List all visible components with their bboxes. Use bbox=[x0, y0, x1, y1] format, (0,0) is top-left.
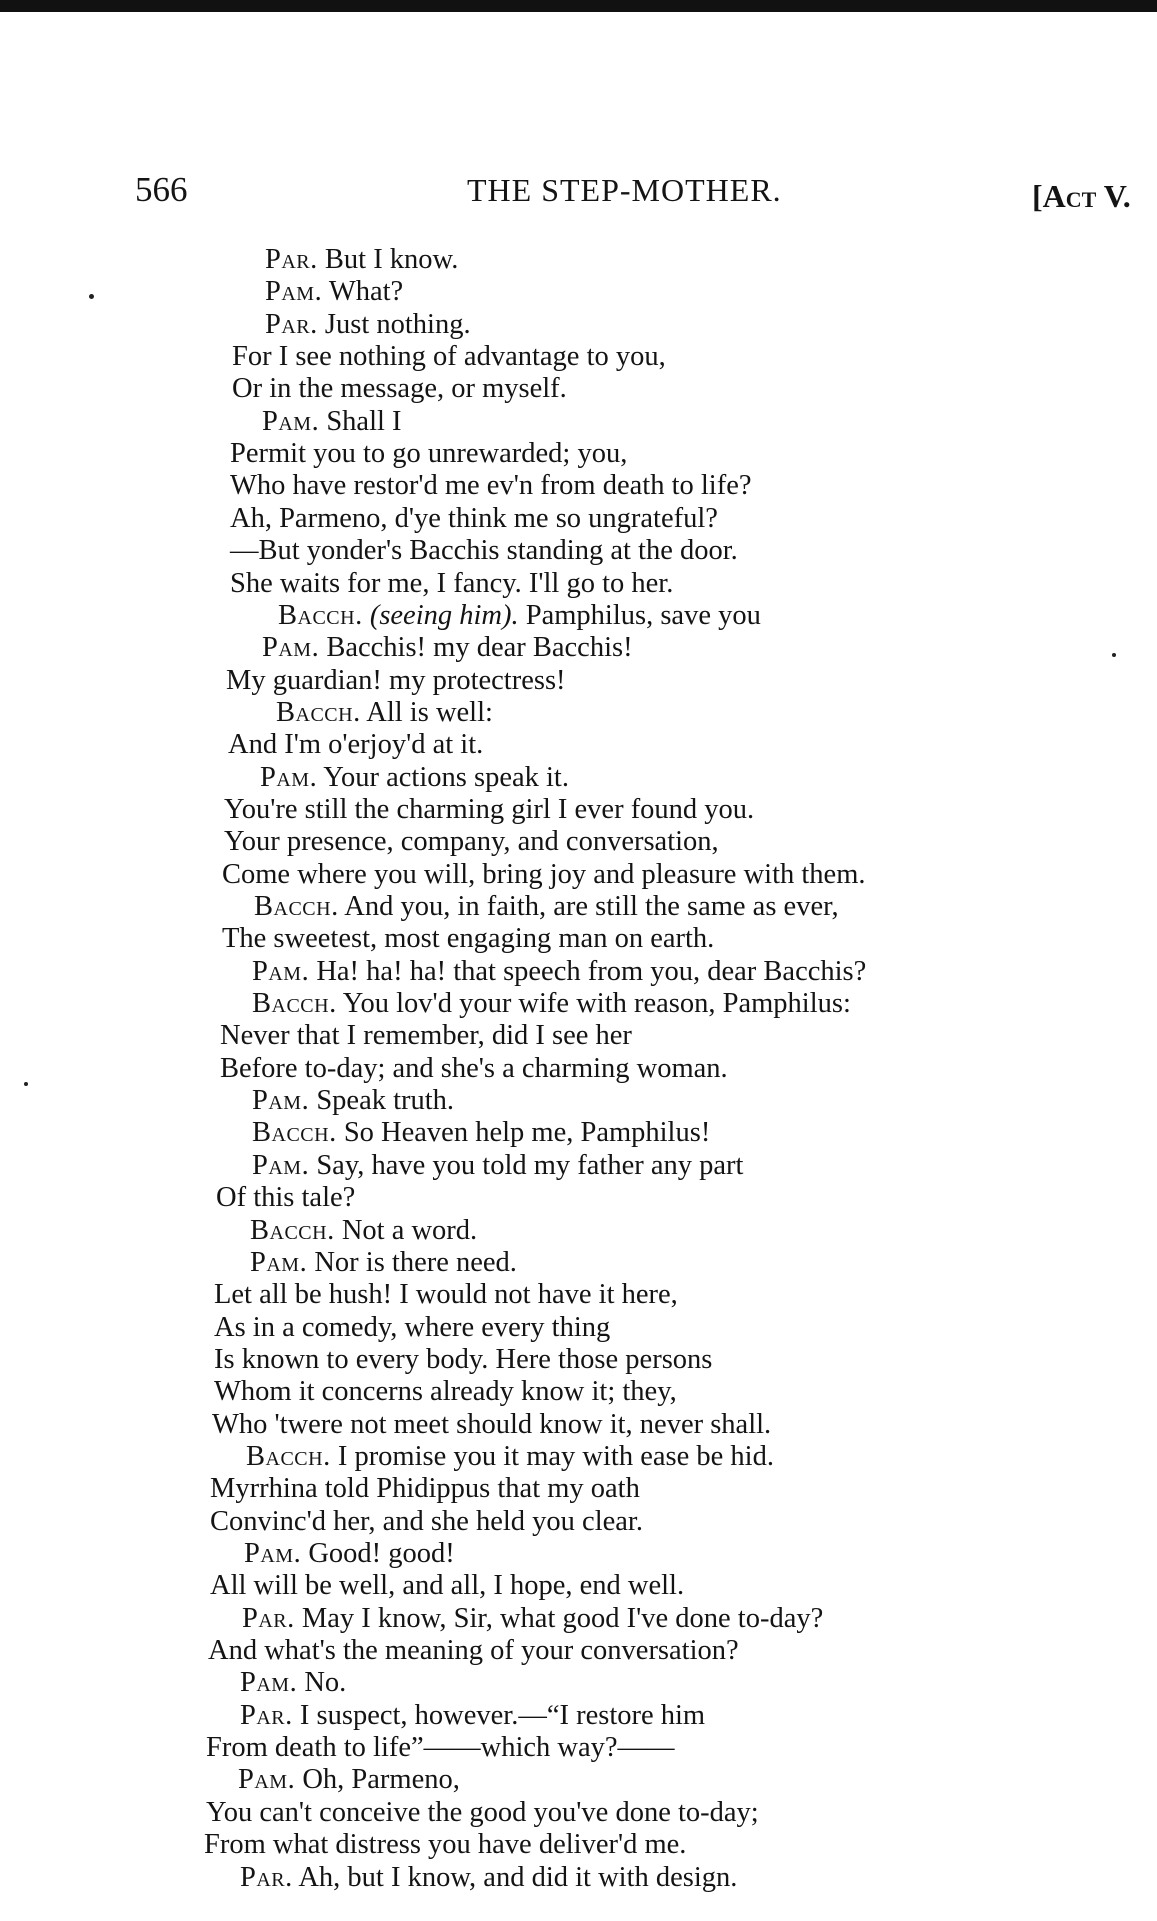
verse-line bbox=[206, 1797, 759, 1829]
act-word: Act bbox=[1042, 178, 1097, 214]
line-text: All is well: bbox=[366, 697, 493, 728]
speech-line bbox=[250, 1215, 477, 1247]
line-text: Say, have you told my father any part bbox=[316, 1150, 744, 1181]
line-text: Pamphilus, save you bbox=[525, 600, 761, 631]
speaker-name: Bacch. bbox=[252, 988, 337, 1019]
speech-line bbox=[262, 632, 633, 664]
verse-line bbox=[226, 665, 566, 697]
line-text: Ah, but I know, and did it with design. bbox=[298, 1862, 738, 1893]
running-title: THE STEP-MOTHER. bbox=[467, 172, 782, 208]
line-text: What? bbox=[328, 276, 404, 307]
verse-line bbox=[228, 729, 483, 761]
speaker-name: Pam. bbox=[252, 1150, 310, 1181]
line-text: Speak truth. bbox=[316, 1085, 455, 1116]
speaker-name: Par. bbox=[240, 1862, 293, 1893]
verse-line bbox=[220, 1020, 632, 1052]
speech-line bbox=[246, 1441, 774, 1473]
speaker-name: Bacch. bbox=[276, 697, 361, 728]
speech-line bbox=[265, 276, 403, 308]
line-text: I suspect, however.—“I restore him bbox=[299, 1700, 706, 1731]
verse-line bbox=[230, 470, 752, 502]
line-text: You're still the charming girl I ever found you. bbox=[224, 794, 755, 825]
speaker-name: Bacch. bbox=[278, 600, 363, 631]
speaker-name: Bacch. bbox=[254, 891, 339, 922]
act-bracket: [ bbox=[1032, 178, 1043, 214]
speech-line bbox=[240, 1667, 346, 1699]
speaker-name: Pam. bbox=[260, 762, 318, 793]
line-text: —But yonder's Bacchis standing at the door. bbox=[230, 535, 738, 566]
line-text: My guardian! my protectress! bbox=[226, 665, 566, 696]
verse-line bbox=[214, 1376, 677, 1408]
speech-line bbox=[240, 1862, 737, 1894]
line-text: Ha! ha! ha! that speech from you, dear Bacchis? bbox=[316, 956, 867, 987]
verse-line bbox=[210, 1570, 684, 1602]
speaker-name: Bacch. bbox=[246, 1441, 331, 1472]
speaker-name: Pam. bbox=[250, 1247, 308, 1278]
verse-line bbox=[210, 1473, 640, 1505]
speaker-name: Pam. bbox=[252, 1085, 310, 1116]
line-text: Whom it concerns already know it; they, bbox=[214, 1376, 677, 1407]
verse-line bbox=[222, 923, 714, 955]
verse-line bbox=[214, 1279, 678, 1311]
speech-line bbox=[244, 1538, 455, 1570]
line-text: You can't conceive the good you've done to-day; bbox=[206, 1797, 759, 1828]
margin-speck bbox=[89, 294, 94, 299]
speech-line bbox=[262, 406, 402, 438]
speech-line bbox=[265, 309, 471, 341]
line-text: But I know. bbox=[324, 244, 459, 275]
speaker-name: Par. bbox=[265, 309, 318, 340]
verse-line bbox=[224, 794, 754, 826]
speaker-name: Par. bbox=[265, 244, 318, 275]
verse-line bbox=[210, 1506, 643, 1538]
verse-line bbox=[206, 1732, 675, 1764]
line-text: Nor is there need. bbox=[314, 1247, 517, 1278]
line-text: May I know, Sir, what good I've done to-day? bbox=[301, 1603, 824, 1634]
speech-line bbox=[242, 1603, 823, 1635]
verse-line bbox=[208, 1635, 739, 1667]
verse-line bbox=[212, 1409, 771, 1441]
line-text: Who 'twere not meet should know it, never shall. bbox=[212, 1409, 772, 1440]
line-text: I promise you it may with ease be hid. bbox=[337, 1441, 774, 1472]
line-text: No. bbox=[304, 1667, 347, 1698]
page-header bbox=[0, 170, 1157, 220]
page-number: 566 bbox=[135, 170, 188, 209]
line-text: The sweetest, most engaging man on earth. bbox=[222, 923, 715, 954]
speaker-name: Pam. bbox=[262, 632, 320, 663]
line-text: Let all be hush! I would not have it here, bbox=[214, 1279, 678, 1310]
margin-speck bbox=[24, 1082, 28, 1086]
line-text: You lov'd your wife with reason, Pamphilus: bbox=[342, 988, 851, 1019]
verse-line bbox=[232, 373, 567, 405]
line-text: Convinc'd her, and she held you clear. bbox=[210, 1506, 643, 1537]
speech-line bbox=[278, 600, 761, 632]
line-text: All will be well, and all, I hope, end well. bbox=[210, 1570, 685, 1601]
verse-line bbox=[224, 826, 719, 858]
line-text: Your presence, company, and conversation, bbox=[224, 826, 719, 857]
verse-line bbox=[230, 535, 738, 567]
speaker-name: Pam. bbox=[240, 1667, 298, 1698]
line-text: Oh, Parmeno, bbox=[302, 1764, 460, 1795]
speech-line bbox=[252, 1085, 454, 1117]
speaker-name: Bacch. bbox=[252, 1117, 337, 1148]
speaker-name: Pam. bbox=[244, 1538, 302, 1569]
line-text: Of this tale? bbox=[216, 1182, 356, 1213]
verse-line bbox=[220, 1053, 728, 1085]
speech-line bbox=[252, 1150, 743, 1182]
verse-line bbox=[204, 1829, 686, 1861]
act-numeral: V. bbox=[1103, 178, 1131, 214]
line-text: From death to life”——which way?—— bbox=[206, 1732, 675, 1763]
speech-line bbox=[238, 1764, 460, 1796]
line-text: Is known to every body. Here those persons bbox=[214, 1344, 713, 1375]
line-text: Before to-day; and she's a charming woman. bbox=[220, 1053, 728, 1084]
verse-line bbox=[214, 1344, 712, 1376]
speaker-name: Pam. bbox=[252, 956, 310, 987]
line-text: She waits for me, I fancy. I'll go to her. bbox=[230, 568, 674, 599]
line-text: From what distress you have deliver'd me. bbox=[204, 1829, 687, 1860]
line-text: And I'm o'erjoy'd at it. bbox=[228, 729, 484, 760]
verse-line bbox=[230, 438, 627, 470]
speaker-name: Par. bbox=[240, 1700, 293, 1731]
line-text: And what's the meaning of your conversation? bbox=[208, 1635, 739, 1666]
line-text: Never that I remember, did I see her bbox=[220, 1020, 632, 1051]
line-text: For I see nothing of advantage to you, bbox=[232, 341, 666, 372]
line-text: Bacchis! my dear Bacchis! bbox=[326, 632, 633, 663]
line-text: Ah, Parmeno, d'ye think me so ungrateful? bbox=[230, 503, 718, 534]
line-text: Or in the message, or myself. bbox=[232, 373, 567, 404]
speech-line bbox=[250, 1247, 517, 1279]
line-text: Just nothing. bbox=[324, 309, 471, 340]
line-text: Myrrhina told Phidippus that my oath bbox=[210, 1473, 640, 1504]
speech-line bbox=[240, 1700, 705, 1732]
line-text: Come where you will, bring joy and pleasure with them. bbox=[222, 859, 866, 890]
line-text: Shall I bbox=[326, 406, 402, 437]
verse-line bbox=[222, 859, 866, 891]
speech-line bbox=[260, 762, 569, 794]
speech-line bbox=[265, 244, 458, 276]
stage-direction: (seeing him). bbox=[369, 600, 519, 631]
speech-line bbox=[252, 1117, 710, 1149]
speech-line bbox=[252, 956, 866, 988]
verse-line bbox=[232, 341, 666, 373]
top-border-rule bbox=[0, 0, 1157, 12]
line-text: Good! good! bbox=[308, 1538, 455, 1569]
speaker-name: Pam. bbox=[238, 1764, 296, 1795]
speech-line bbox=[254, 891, 839, 923]
margin-speck bbox=[1112, 653, 1116, 657]
speech-line bbox=[252, 988, 851, 1020]
speech-line bbox=[276, 697, 493, 729]
verse-line bbox=[230, 568, 673, 600]
line-text: So Heaven help me, Pamphilus! bbox=[343, 1117, 711, 1148]
act-label bbox=[1032, 178, 1131, 215]
line-text: As in a comedy, where every thing bbox=[214, 1312, 611, 1343]
speaker-name: Pam. bbox=[262, 406, 320, 437]
speaker-name: Par. bbox=[242, 1603, 295, 1634]
line-text: Your actions speak it. bbox=[323, 762, 569, 793]
line-text: Who have restor'd me ev'n from death to life? bbox=[230, 470, 752, 501]
speaker-name: Bacch. bbox=[250, 1215, 335, 1246]
verse-line bbox=[214, 1312, 610, 1344]
line-text: Permit you to go unrewarded; you, bbox=[230, 438, 628, 469]
verse-line bbox=[230, 503, 718, 535]
line-text: Not a word. bbox=[341, 1215, 478, 1246]
verse-line bbox=[216, 1182, 355, 1214]
line-text: And you, in faith, are still the same as ever, bbox=[344, 891, 839, 922]
speaker-name: Pam. bbox=[265, 276, 323, 307]
